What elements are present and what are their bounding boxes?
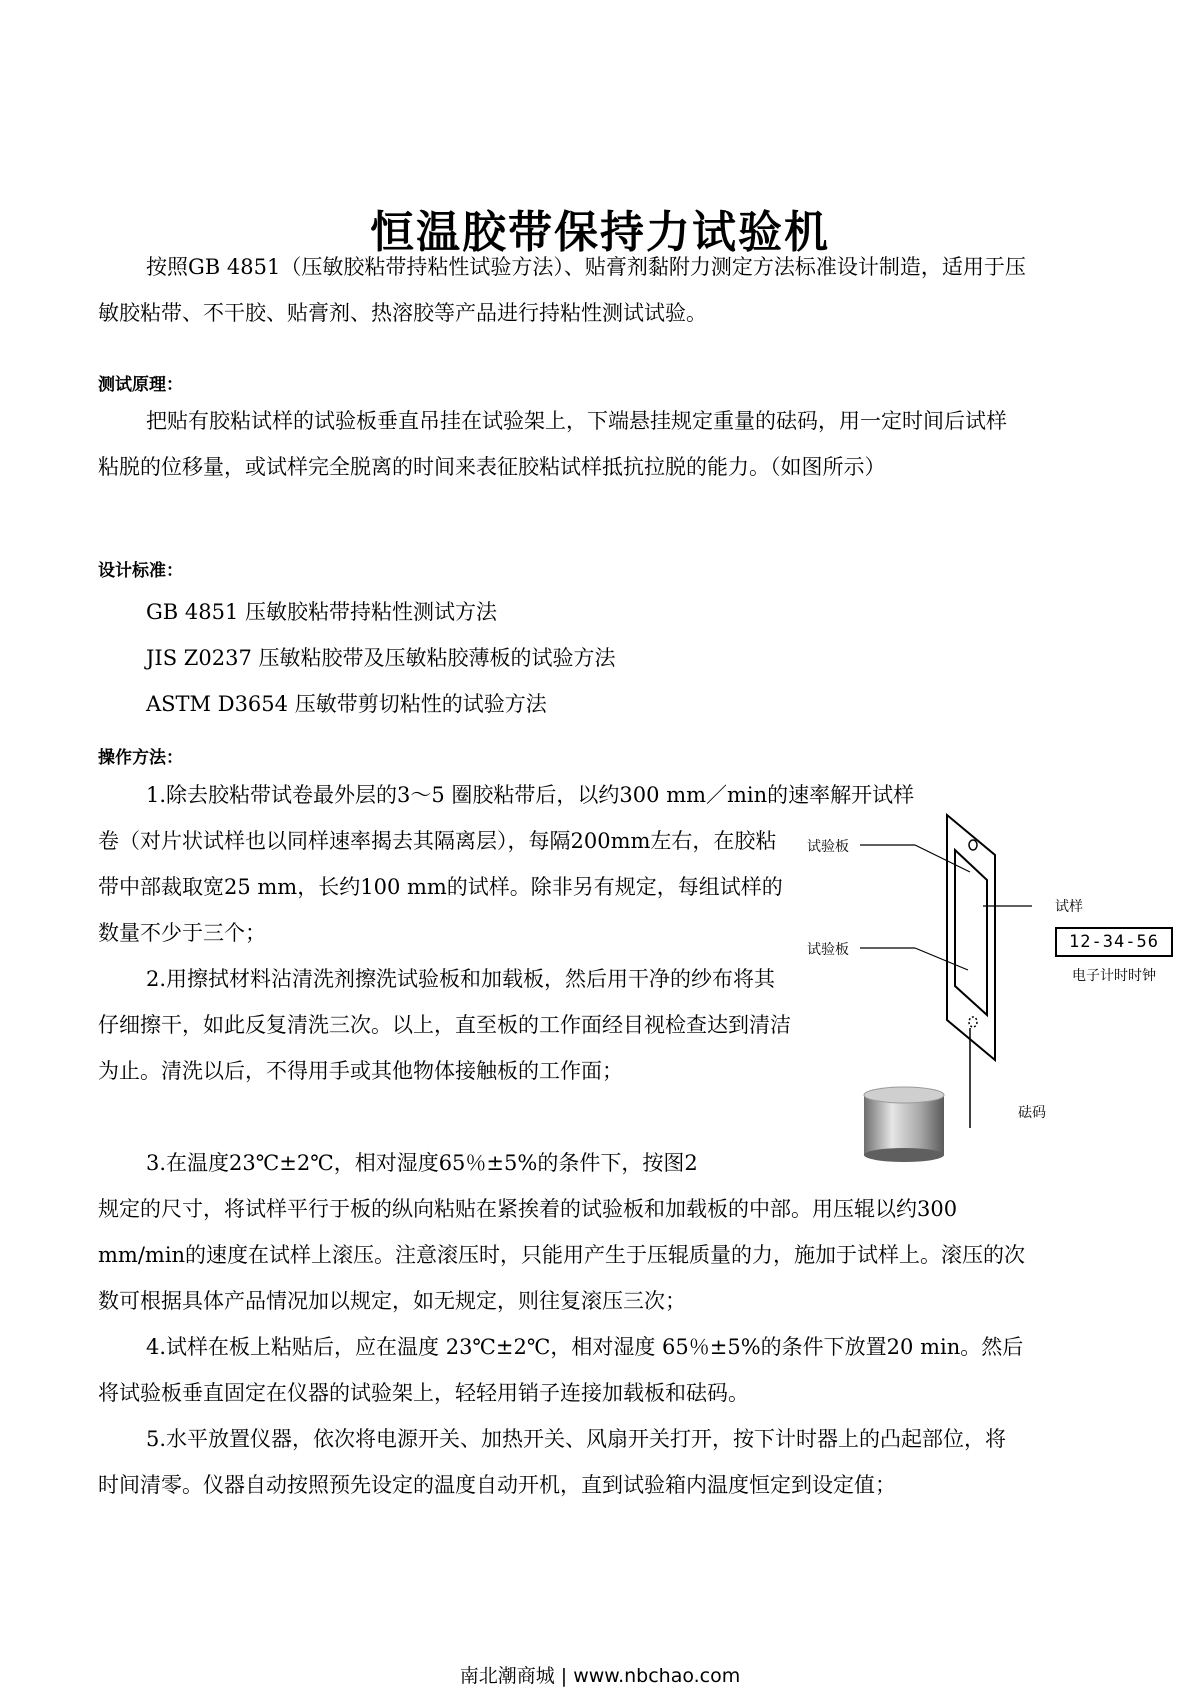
step-4-text: 4.试样在板上粘贴后，应在温度 23℃±2℃，相对湿度 65％±5%的条件下放置20 min。然后将试验板垂直固定在仪器的试验架上，轻轻用销子连接加载板和砝码。 [98,1335,1024,1405]
standard-item-gb: GB 4851 压敏胶粘带持粘性测试方法 [146,600,498,624]
standard-item-jis: JIS Z0237 压敏粘胶带及压敏粘胶薄板的试验方法 [146,646,616,670]
step-1-first-line: 1.除去胶粘带试卷最外层的3～5 圈胶粘带后，以约300 mm／min的速率解开试样 [146,783,915,807]
page-title: 恒温胶带保持力试验机 [370,207,830,258]
step-3-first-line: 3.在温度23℃±2℃，相对湿度65％±5%的条件下，按图2 [146,1151,698,1175]
standard-item-astm: ASTM D3654 压敏带剪切粘性的试验方法 [146,692,547,716]
label-sample: 试样 [1055,899,1083,915]
label-board-bottom: 试验板 [807,942,849,958]
diagram-drawing [800,810,1180,1170]
standards-heading: 设计标准： [98,561,183,581]
principle-text: 把贴有胶粘试样的试验板垂直吊挂在试验架上，下端悬挂规定重量的砝码，用一定时间后试样粘脱的位移量，或试样完全脱离的时间来表征胶粘试样抵抗拉脱的能力。（如图所示） [98,409,1007,479]
weight-body [864,1095,944,1155]
electronic-clock-display: 12-34-56 [1055,927,1173,957]
weight-label: 砝码 [1018,1105,1046,1121]
label-board-top: 试验板 [807,839,849,855]
step-5-text: 5.水平放置仪器，依次将电源开关、加热开关、风扇开关打开，按下计时器上的凸起部位，将时间清零。仪器自动按照预先设定的温度自动开机，直到试验箱内温度恒定到设定值； [98,1427,1007,1497]
test-diagram [800,810,1180,1170]
hang-hole-top [969,840,977,850]
step-1-text: 卷（对片状试样也以同样速率揭去其隔离层），每隔200mm左右，在胶粘带中部裁取宽25 mm，长约100 mm的试样。除非另有规定，每组试样的数量不少于三个； [98,829,783,945]
footer: 南北潮商城 | www.nbchao.com [459,1665,741,1687]
clock-label: 电子计时时钟 [1072,968,1156,984]
principle-heading: 测试原理： [98,375,183,395]
weight-top [864,1087,944,1103]
sample-strip [955,850,987,1015]
hang-hole-bottom [969,1017,977,1027]
step-3-text: 规定的尺寸，将试样平行于板的纵向粘贴在紧挨着的试验板和加载板的中部。用压辊以约300 mm/min的速度在试样上滚压。注意滚压时，只能用产生于压辊质量的力，施加于试样上。滚压的次数可根据具体产品情况加以规定，如无规定，则往复滚压三次； [98,1197,1026,1313]
step-2-text: 2.用擦拭材料沾清洗剂擦洗试验板和加载板，然后用干净的纱布将其仔细擦干，如此反复清洗三次。以上，直至板的工作面经目视检查达到清洁为止。清洗以后，不得用手或其他物体接触板的工作面； [98,967,791,1083]
operation-heading: 操作方法： [98,748,183,768]
intro-paragraph: 按照GB 4851（压敏胶粘带持粘性试验方法）、贴膏剂黏附力测定方法标准设计制造，适用于压敏胶粘带、不干胶、贴膏剂、热溶胶等产品进行持粘性测试试验。 [98,255,1026,325]
